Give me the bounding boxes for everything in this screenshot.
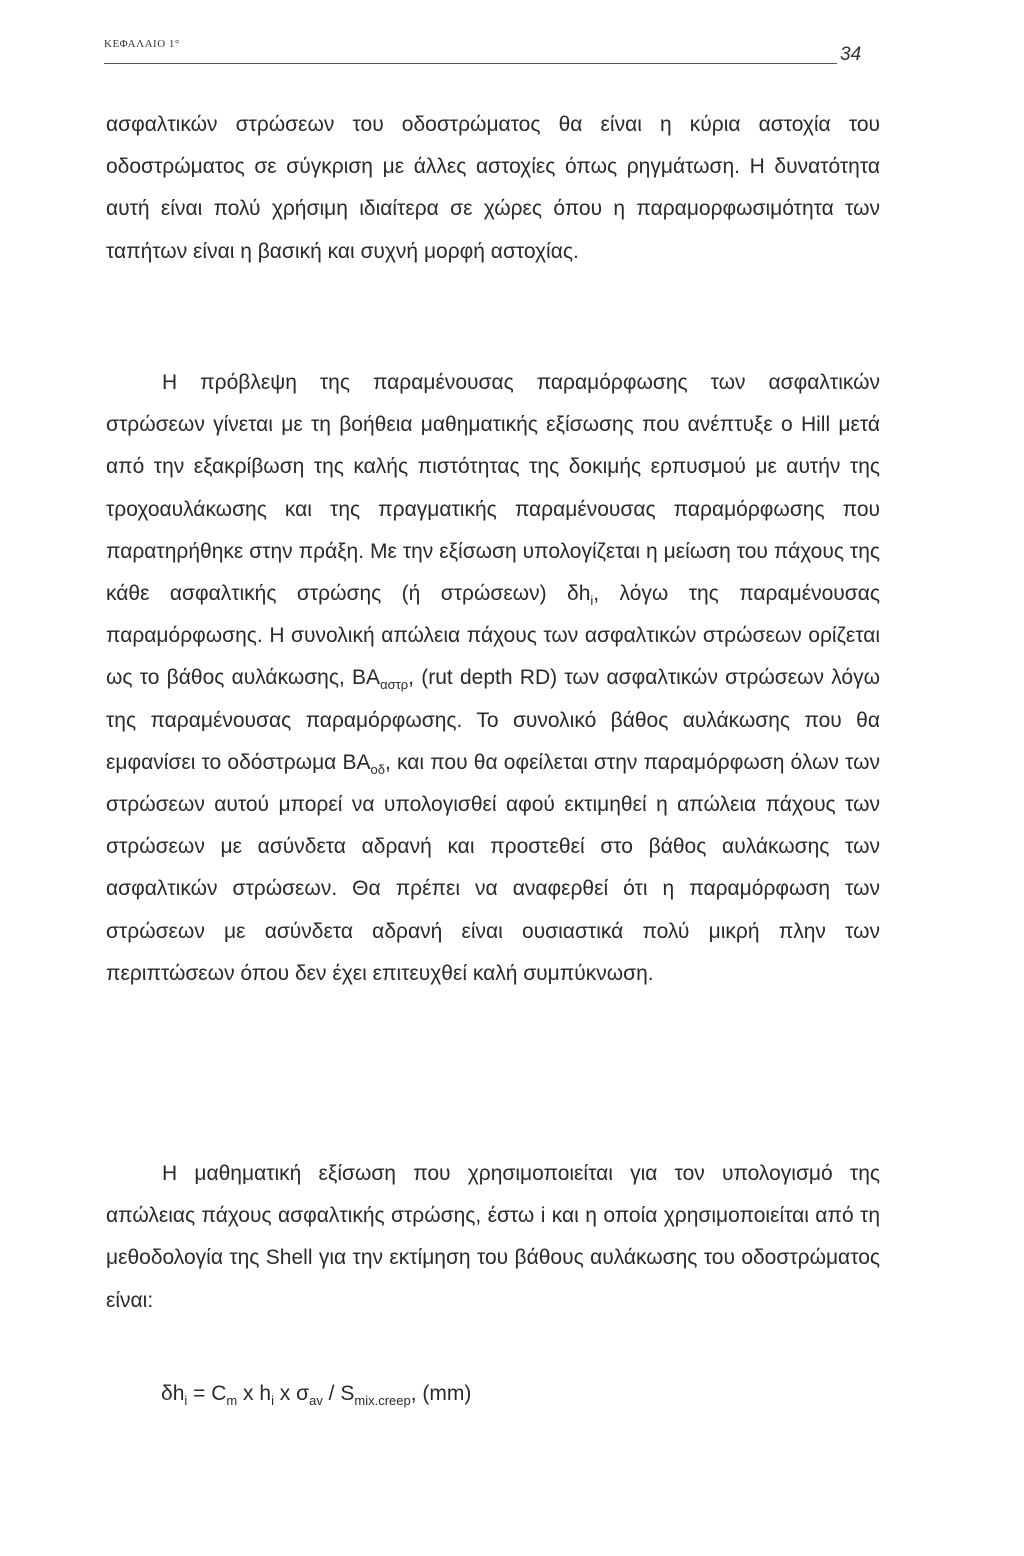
paragraph-2-part-3: , (rut depth RD) των ασφαλτικών στρώσεων λόγω της παραμένουσας παραμόρφωσης. Το συνολικό βάθος αυλάκωσης που θα εμφανίσει το οδόστρωμα BA	[106, 666, 880, 774]
formula-eq: = C	[187, 1382, 227, 1405]
paragraph-2-part-2: , λόγω της παραμένουσας παραμόρφωσης. Η συνολική απώλεια πάχους των ασφαλτικών στρώσεων ορίζεται ως το βάθος αυλάκωσης, BA	[106, 582, 880, 690]
paragraph-2-part-4: , και που θα οφείλεται στην παραμόρφωση όλων των στρώσεων αυτού μπορεί να υπολογισθεί αφού εκτιμηθεί η απώλεια πάχους των στρώσεων με ασύνδετα αδρανή και προστεθεί στο βάθος αυλάκωσης των ασφαλτικών στρώσεων. Θα πρέπει να αναφερθεί ότι η παραμόρφωση των στρώσεων με ασύνδετα αδρανή είναι ουσιαστικά πολύ μικρή πλην των περιπτώσεων όπου δεν έχει επιτευχθεί καλή συμπύκνωση.	[106, 750, 880, 985]
subscript-astr: αστρ	[380, 677, 409, 693]
formula-x2: x σ	[273, 1382, 310, 1405]
subscript-i: i	[590, 593, 594, 609]
formula-hi-sub: i	[271, 1393, 274, 1409]
header-divider	[104, 63, 837, 64]
formula-lhs: δh	[161, 1382, 185, 1405]
paragraph-3: Η μαθηματική εξίσωση που χρησιμοποιείται για τον υπολογισμό της απώλειας πάχους ασφαλτικής στρώσης, έστω i και η οποία χρησιμοποιείται από τη μεθοδολογία της Shell για την εκτίμηση του βάθους αυλάκωσης του οδοστρώματος είναι:	[106, 1162, 880, 1312]
formula-lhs-sub: i	[184, 1393, 188, 1409]
formula-sav-sub: av	[309, 1393, 323, 1409]
paragraph-1: ασφαλτικών στρώσεων του οδοστρώματος θα είναι η κύρια αστοχία του οδοστρώματος σε σύγκριση με άλλες αστοχίες όπως ρηγμάτωση. Η δυνατότητα αυτή είναι πολύ χρήσιμη ιδιαίτερα σε χώρες όπου η παραμορφωσιμότητα των ταπήτων είναι η βασική και συχνή μορφή αστοχίας.	[106, 113, 880, 263]
page-number: 34	[840, 44, 862, 65]
formula-unit: , (mm)	[410, 1382, 472, 1405]
formula-div: / S	[322, 1382, 355, 1405]
subscript-od: οδ	[370, 762, 385, 778]
chapter-header: ΚΕΦΑΛΑΙΟ 1°	[104, 38, 180, 50]
rut-depth-formula	[161, 1373, 471, 1415]
formula-smix-sub: mix.creep	[354, 1393, 411, 1409]
paragraph-2-part-1: Η πρόβλεψη της παραμένουσας παραμόρφωσης των ασφαλτικών στρώσεων γίνεται με τη βοήθεια μαθηματικής εξίσωσης που ανέπτυξε ο Hill μετά από την εξακρίβωση της καλής πιστότητας της δοκιμής ερπυσμού με αυτήν της τροχοαυλάκωσης και της πραγματικής παραμένουσας παραμόρφωσης που παρατηρήθηκε στην πράξη. Με την εξίσωση υπολογίζεται η μείωση του πάχους της κάθε ασφαλτικής στρώσης (ή στρώσεων) δh	[106, 371, 880, 606]
formula-cm-sub: m	[226, 1393, 238, 1409]
paragraph-2	[106, 362, 880, 995]
formula-x1: x h	[237, 1382, 272, 1405]
